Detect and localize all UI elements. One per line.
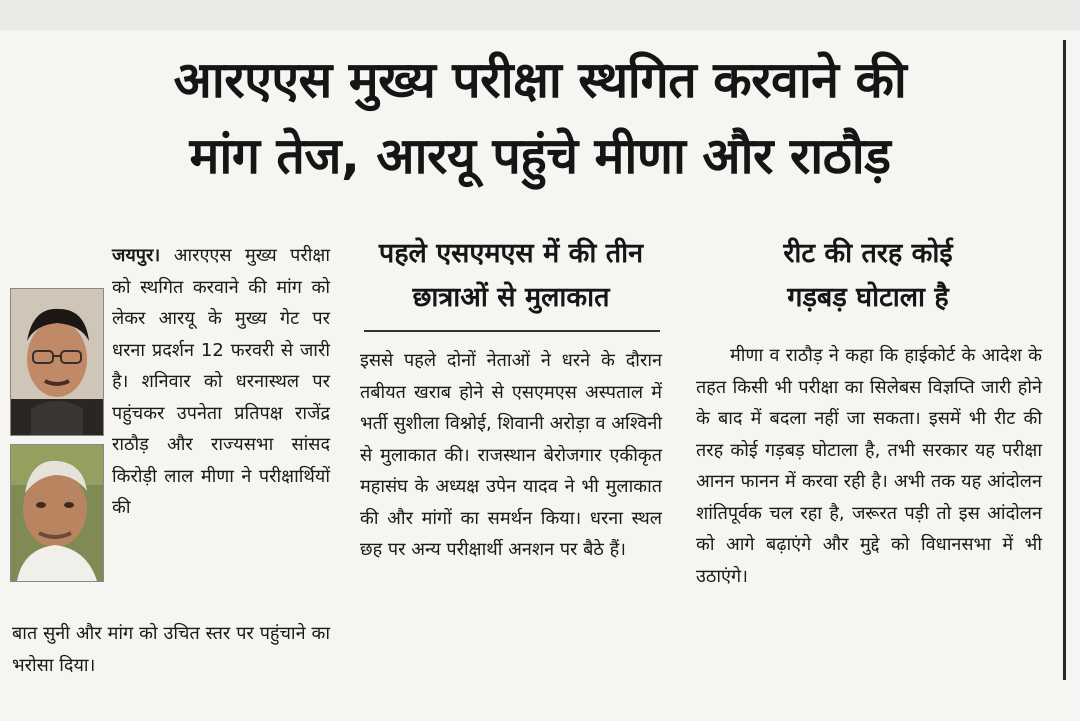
photo-person-2 — [10, 444, 104, 582]
column-1-text — [112, 240, 330, 524]
column-3-text — [696, 340, 1042, 592]
column-2-text: इससे पहले दोनों नेताओं ने धरने के दौरान तबीयत खराब होने से एसएमएस अस्पताल में भर्ती सुशीला विश्नोई, शिवानी अरोड़ा व अश्विनी से मुलाकात की। राजस्थान बेरोजगार एकीकृत महासंघ के अध्यक्ष उपेन यादव ने भी मुलाकात की और मांगों का समर्थन किया। धरना स्थल छह पर अन्य परीक्षार्थी अनशन पर बैठे हैं। — [360, 350, 662, 560]
top-strip — [0, 0, 1080, 30]
subhead-3-line-1: रीट की तरह कोई — [783, 238, 953, 269]
headline-line-2: मांग तेज, आरयू पहुंचे मीणा और राठौड़ — [189, 127, 891, 185]
subhead-rule — [364, 330, 660, 332]
subhead-2-line-1: पहले एसएमएस में की तीन — [378, 238, 644, 269]
subhead-column-2 — [352, 232, 670, 320]
column-1-body-a: आरएएस मुख्य परीक्षा को स्थगित करवाने की मांग को लेकर आरयू के मुख्य गेट पर धरना प्रदर्शन 12 फरवरी से जारी है। शनिवार को धरनास्थल पर पहुंचकर उपनेता प्रतिपक्ष राजेंद्र राठौड़ और राज्यसभा सांसद किरोड़ी लाल मीणा ने परीक्षार्थियों की — [112, 245, 330, 518]
subhead-2-line-2: छात्राओं से मुलाकात — [412, 282, 610, 313]
column-divider — [1063, 40, 1066, 680]
subhead-3-line-2: गड़बड़ घोटाला है — [787, 282, 949, 313]
dateline: जयपुर। — [112, 245, 161, 266]
column-1-text-continued: बात सुनी और मांग को उचित स्तर पर पहुंचाने का भरोसा दिया। — [12, 623, 330, 676]
photo-person-1 — [10, 288, 104, 436]
next-headline-cutoff — [340, 692, 760, 721]
headline-line-1: आरएएस मुख्य परीक्षा स्थगित करवाने की — [173, 51, 907, 109]
column-3-body: मीणा व राठौड़ ने कहा कि हाईकोर्ट के आदेश के तहत किसी भी परीक्षा का सिलेबस विज्ञप्ति जारी होने के बाद में बदला नहीं जा सकता। इसमें भी रीट की तरह कोई गड़बड़ घोटाला है, तभी सरकार यह परीक्षा आनन फानन में करवा रही है। अभी तक यह आंदोलन शांतिपूर्वक चल रहा है, जरूरत पड़ी तो इस आंदोलन को आगे बढ़ाएंगे और मुद्दे को विधानसभा में भी उठाएंगे। — [696, 345, 1042, 587]
headline — [20, 42, 1060, 194]
subhead-column-3 — [690, 232, 1046, 320]
